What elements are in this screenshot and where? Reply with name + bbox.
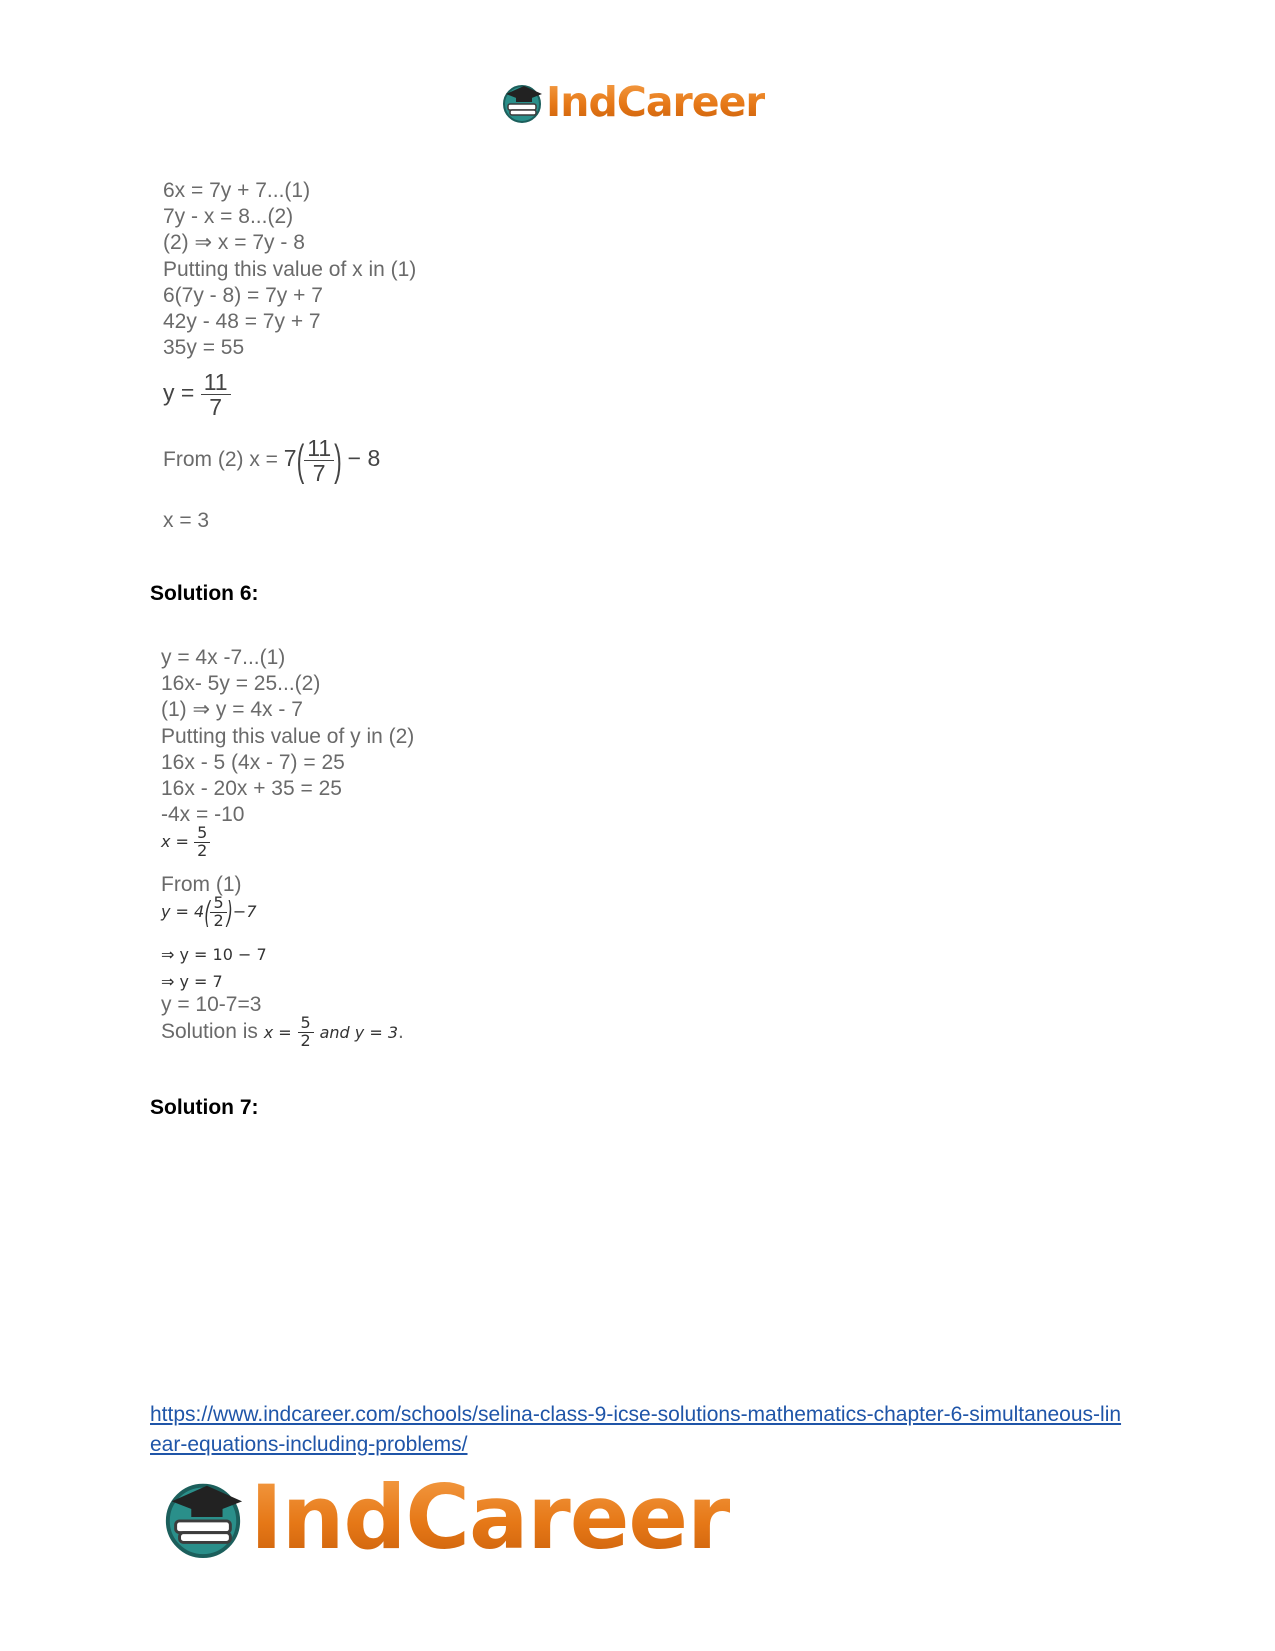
left-paren: ( xyxy=(204,894,211,931)
numerator: 5 xyxy=(298,1015,314,1033)
y-label: y = xyxy=(163,379,195,406)
graduation-cap-globe-icon xyxy=(160,1474,246,1560)
from-2-line xyxy=(163,436,380,485)
equation-line: Putting this value of x in (1) xyxy=(163,258,417,281)
equation-line: 16x - 20x + 35 = 25 xyxy=(161,777,342,800)
graduation-cap-globe-icon xyxy=(500,80,544,124)
x-label: x = xyxy=(161,831,189,851)
indcareer-logo-bottom xyxy=(160,1465,730,1569)
y-expression-line xyxy=(161,895,257,930)
y-expr-end: −7 xyxy=(232,901,257,921)
equation-line: (1) ⇒ y = 4x - 7 xyxy=(161,698,303,721)
logo-wordmark: IndCareer xyxy=(250,1465,730,1569)
left-paren: ( xyxy=(296,434,305,485)
denominator: 7 xyxy=(209,394,223,421)
tail: − 8 xyxy=(347,445,381,472)
solution-dot: . xyxy=(398,1019,404,1043)
coefficient: 7 xyxy=(283,445,297,472)
solution-6-heading: Solution 6: xyxy=(150,582,259,605)
fraction xyxy=(194,825,210,860)
solution-tail: and y = 3 xyxy=(319,1022,398,1042)
from-label: From (2) x = xyxy=(163,448,278,472)
solution-x: x = xyxy=(263,1022,292,1042)
indcareer-logo-top xyxy=(500,78,765,126)
fraction xyxy=(298,1015,314,1050)
x-fraction-line xyxy=(161,825,210,860)
denominator: 7 xyxy=(312,460,326,487)
solution-label: Solution is xyxy=(161,1019,258,1043)
x-result: x = 3 xyxy=(163,509,210,532)
from-1-label: From (1) xyxy=(161,873,242,896)
equation-line: 16x - 5 (4x - 7) = 25 xyxy=(161,751,345,774)
logo-wordmark: IndCareer xyxy=(546,78,765,126)
equation-line: 42y - 48 = 7y + 7 xyxy=(163,310,321,333)
right-paren: ) xyxy=(226,894,233,931)
equation-line: (2) ⇒ x = 7y - 8 xyxy=(163,231,305,254)
right-paren: ) xyxy=(334,434,342,485)
equation-line: y = 4x -7...(1) xyxy=(161,646,286,669)
numerator: 5 xyxy=(194,825,210,843)
equation-line: 7y - x = 8...(2) xyxy=(163,205,294,228)
y-expr-start: y = 4 xyxy=(161,901,205,921)
numerator: 11 xyxy=(201,370,231,395)
source-url-link[interactable]: https://www.indcareer.com/schools/selina-class-9-icse-solutions-mathematics-chapter-6-simultaneous-linear-equations-including-problems/ xyxy=(150,1403,1122,1456)
solution-7-heading: Solution 7: xyxy=(150,1096,259,1119)
equation-line: Putting this value of y in (2) xyxy=(161,725,415,748)
fraction xyxy=(210,895,226,930)
equation-line: 16x- 5y = 25...(2) xyxy=(161,672,321,695)
y-result: y = 10-7=3 xyxy=(161,993,262,1016)
y-fraction-line xyxy=(163,370,231,419)
denominator: 2 xyxy=(213,910,224,930)
denominator: 2 xyxy=(300,1030,311,1050)
implies-line: ⇒ y = 7 xyxy=(161,972,223,991)
numerator: 5 xyxy=(210,895,226,913)
solution-line xyxy=(161,1015,404,1050)
implies-line: ⇒ y = 10 − 7 xyxy=(161,945,267,964)
denominator: 2 xyxy=(197,840,208,860)
equation-line: 6x = 7y + 7...(1) xyxy=(163,179,311,202)
fraction xyxy=(304,436,334,485)
equation-line: 6(7y - 8) = 7y + 7 xyxy=(163,284,323,307)
numerator: 11 xyxy=(304,436,334,461)
equation-line: -4x = -10 xyxy=(161,803,245,826)
equation-line: 35y = 55 xyxy=(163,336,245,359)
fraction xyxy=(201,370,231,419)
